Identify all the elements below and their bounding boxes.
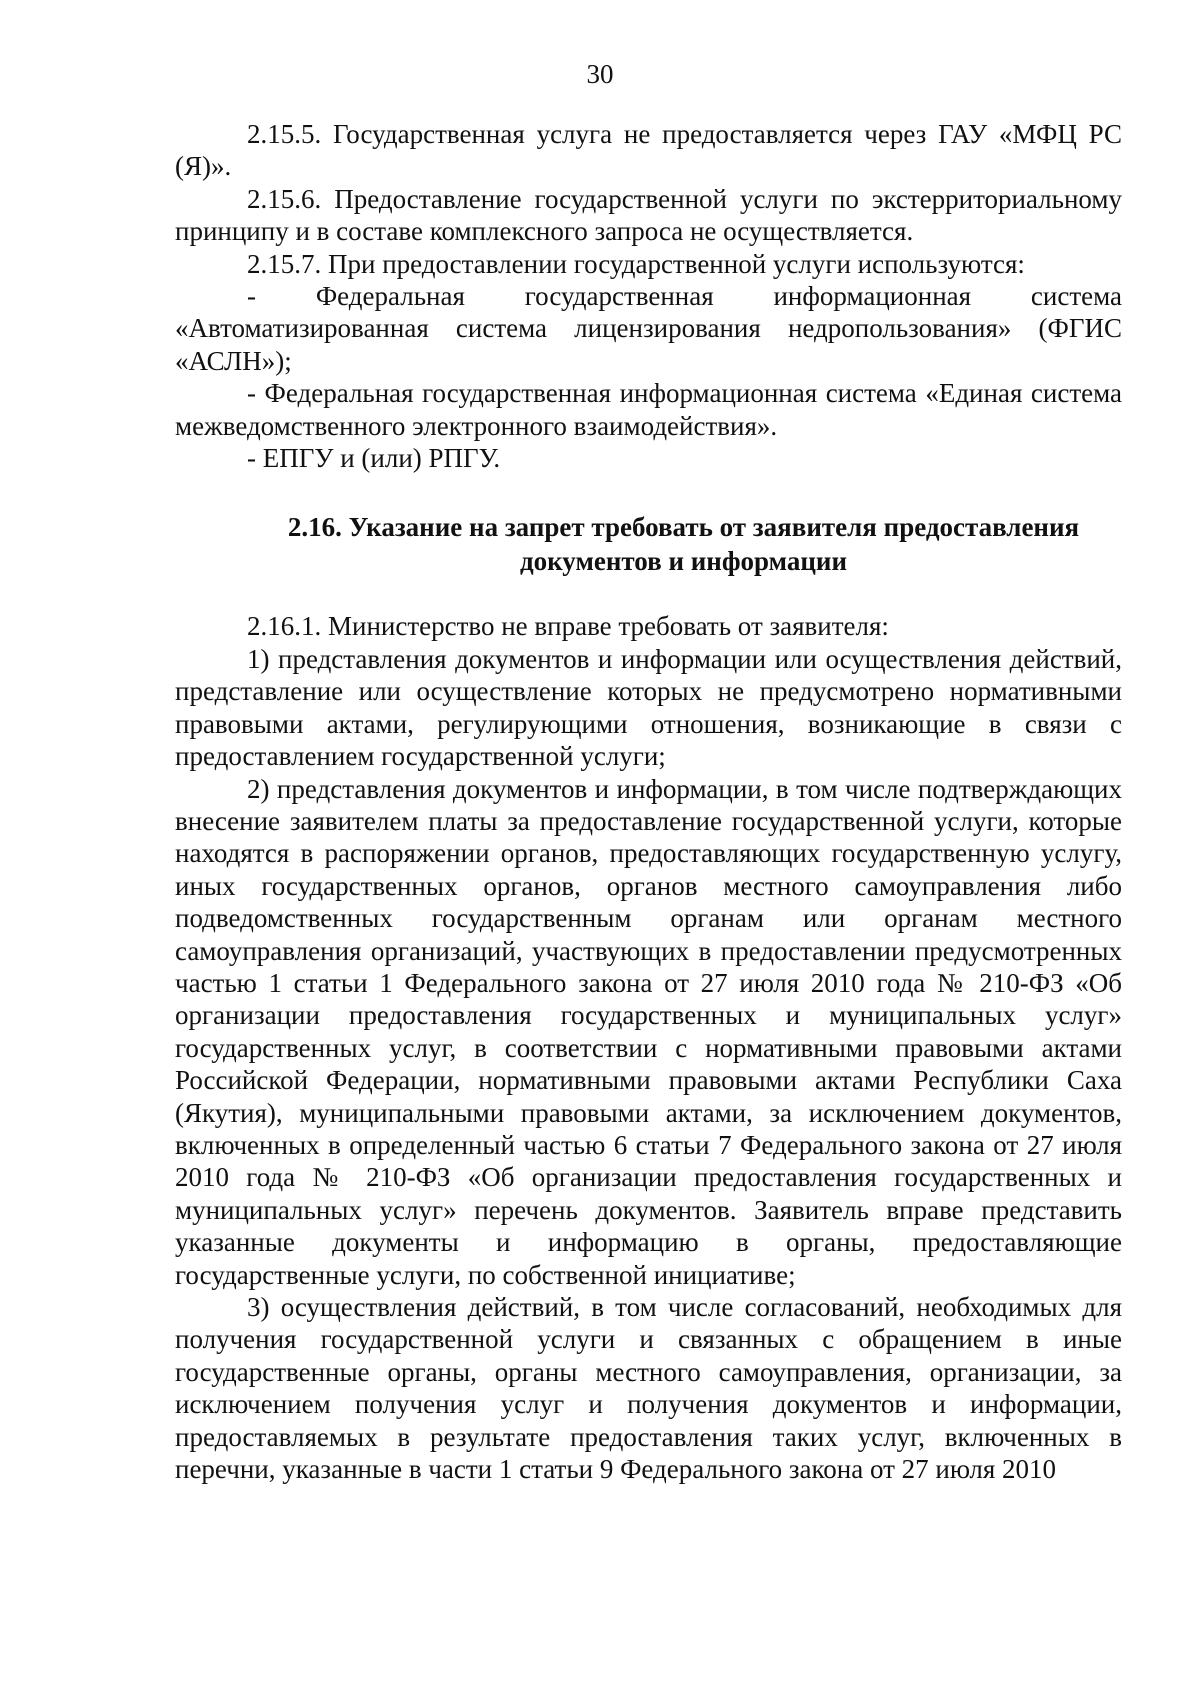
document-body [175,118,1122,1485]
paragraph-2-15-5: 2.15.5. Государственная услуга не предоставляется через ГАУ «МФЦ РС (Я)». [175,119,1122,182]
list-item-fgis-asln: - Федеральная государственная информационная система «Автоматизированная система лицензирования недропользования» (ФГИС «АСЛН»); [175,281,1122,376]
page-number: 30 [586,59,614,89]
list-item-epgu: - ЕПГУ и (или) РПГУ. [247,443,501,474]
paragraph-2-16-1: 2.16.1. Министерство не вправе требовать от заявителя: [247,611,889,642]
paragraph-2-15-7: 2.15.7. При предоставлении государственной услуги используются: [247,248,1025,279]
list-item-smev: - Федеральная государственная информационная система «Единая система межведомственного электронного взаимодействия». [175,378,1122,441]
paragraph-2-15-6: 2.15.6. Предоставление государственной услуги по экстерриториальному принципу и в составе комплексного запроса не осуществляется. [175,183,1122,247]
list-item-2: 2) представления документов и информации, в том числе подтверждающих внесение заявителем платы за предоставление государственной услуги, которые находятся в распоряжении органов, предоставляющих государственную услугу, иных государственных органов, органов местного самоуправления либо подведомственных государственным органам или органам местного самоуправления организаций, участвующих в предоставлении предусмотренных частью 1 статьи 1 Федерального закона от 27 июля 2010 года № 210-ФЗ «Об организации предоставления государственных и муниципальных услуг» государственных услуг, в соответствии с нормативными правовыми актами Российской Федерации, нормативными правовыми актами Республики Саха (Якутия), муниципальными правовыми актами, за исключением документов, включенных в определенный частью 6 статьи 7 Федерального закона от 27 июля 2010 года № 210-ФЗ «Об организации предоставления государственных и муниципальных услуг» перечень документов. Заявитель вправе представить указанные документы и информацию в органы, предоставляющие государственные услуги, по собственной инициативе; [175,773,1122,1290]
list-item-1: 1) представления документов и информации или осуществления действий, представление или осуществление которых не предусмотрено нормативными правовыми актами, регулирующими отношения, возникающие в связи с предоставлением государственной услуги; [175,643,1122,772]
section-title-2-16: 2.16. Указание на запрет требовать от заявителя предоставления документов и информации [287,512,1080,577]
list-item-3: 3) осуществления действий, в том числе согласований, необходимых для получения государственной услуги и связанных с обращением в иные государственные органы, органы местного самоуправления, организации, за исключением получения услуг и получения документов и информации, предоставляемых в результате предоставления таких услуг, включенных в перечни, указанные в части 1 статьи 9 Федерального закона от 27 июля 2010 [175,1292,1122,1485]
